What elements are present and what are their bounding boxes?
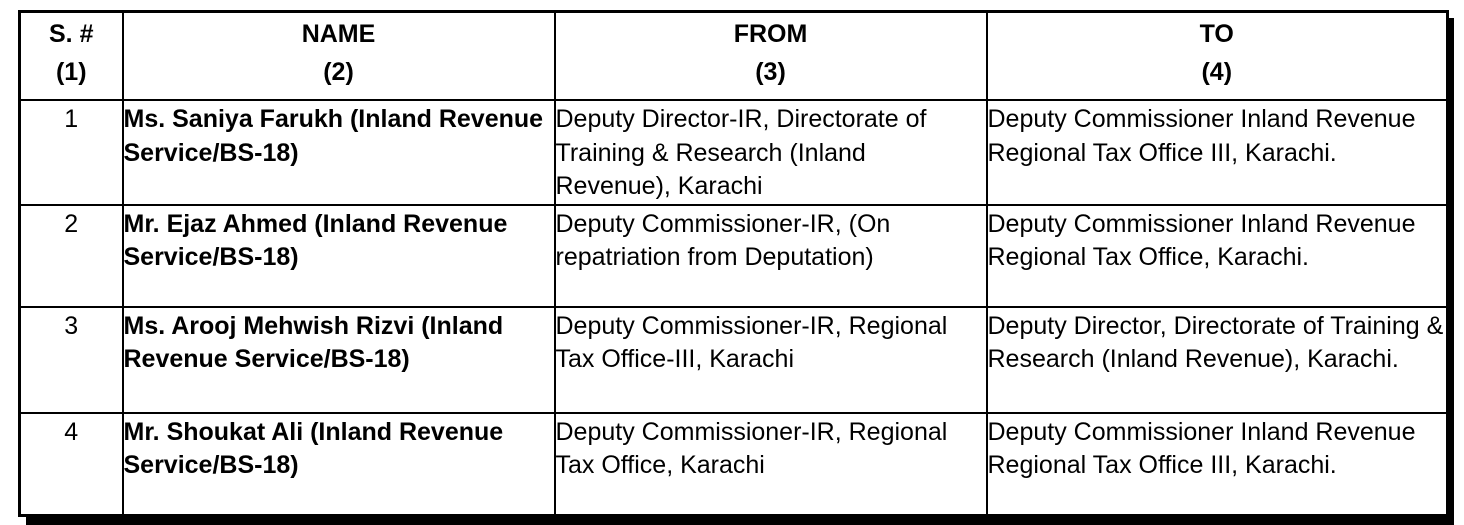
to-posting-cell: Deputy Commissioner Inland Revenue Regional Tax Office, Karachi.	[987, 205, 1448, 307]
table-row	[20, 205, 1448, 307]
from-posting-cell: Deputy Commissioner-IR, Regional Tax Office, Karachi	[555, 413, 987, 516]
serial-number-cell: 4	[20, 413, 123, 516]
to-posting-cell: Deputy Director, Directorate of Training & Research (Inland Revenue), Karachi.	[987, 307, 1448, 413]
table-row	[20, 413, 1448, 516]
header-to	[987, 12, 1448, 101]
header-column-number: (4)	[1201, 58, 1233, 86]
to-posting-cell: Deputy Commissioner Inland Revenue Regional Tax Office III, Karachi.	[987, 100, 1448, 205]
serial-number-cell: 3	[20, 307, 123, 413]
table-header-row	[20, 12, 1448, 101]
header-name	[123, 12, 555, 101]
from-posting-cell: Deputy Commissioner-IR, (On repatriation from Deputation)	[555, 205, 987, 307]
header-title: S. #	[49, 20, 94, 48]
officer-name-cell: Ms. Arooj Mehwish Rizvi (Inland Revenue Service/BS-18)	[123, 307, 555, 413]
serial-number-cell: 1	[20, 100, 123, 205]
header-title: NAME	[301, 20, 376, 48]
header-title: FROM	[733, 20, 808, 48]
transfer-posting-table	[18, 10, 1449, 517]
header-from	[555, 12, 987, 101]
table-row	[20, 307, 1448, 413]
from-posting-cell: Deputy Director-IR, Directorate of Training & Research (Inland Revenue), Karachi	[555, 100, 987, 205]
table-row	[20, 100, 1448, 205]
officer-name-cell: Mr. Ejaz Ahmed (Inland Revenue Service/BS-18)	[123, 205, 555, 307]
header-column-number: (3)	[755, 58, 786, 86]
from-posting-cell: Deputy Commissioner-IR, Regional Tax Office-III, Karachi	[555, 307, 987, 413]
header-serial-number	[20, 12, 123, 101]
transfer-table-container	[18, 10, 1446, 517]
header-column-number: (1)	[55, 58, 87, 86]
officer-name-cell: Mr. Shoukat Ali (Inland Revenue Service/BS-18)	[123, 413, 555, 516]
officer-name-cell: Ms. Saniya Farukh (Inland Revenue Service/BS-18)	[123, 100, 555, 205]
header-title: TO	[1199, 20, 1234, 48]
header-column-number: (2)	[323, 58, 354, 86]
to-posting-cell: Deputy Commissioner Inland Revenue Regional Tax Office III, Karachi.	[987, 413, 1448, 516]
serial-number-cell: 2	[20, 205, 123, 307]
